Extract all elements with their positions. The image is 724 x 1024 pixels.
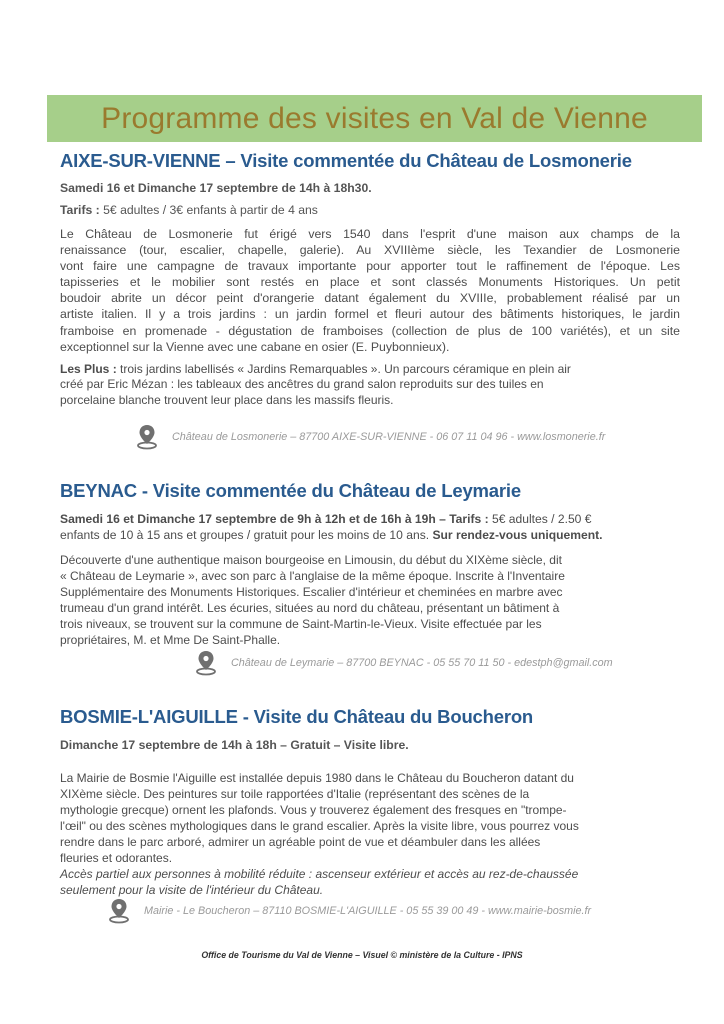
page-title: Programme des visites en Val de Vienne — [101, 101, 648, 135]
visit-dates: Samedi 16 et Dimanche 17 septembre de 14h à 18h30. — [60, 181, 372, 195]
description — [60, 226, 680, 355]
description — [60, 770, 680, 898]
tarifs-value: 5€ adultes / 2.50 € — [488, 512, 592, 526]
description-line: boudoir abrite un décor peint d'orangerie datant également du XVIIIe, probablement réalisé par un — [60, 291, 680, 306]
description-line: Supplémentaire des Monuments Historiques. Escalier d'intérieur et cheminées en marbre avec — [60, 585, 563, 599]
section-title: BOSMIE-L'AIGUILLE - Visite du Château du Boucheron — [60, 706, 534, 727]
contact-text: Château de Leymarie – 87700 BEYNAC - 05 55 70 11 50 - edestph@gmail.com — [231, 657, 613, 669]
section-beynac — [60, 480, 680, 648]
section-title: AIXE-SUR-VIENNE – Visite commentée du Château de Losmonerie — [60, 150, 632, 171]
visit-dates-tarifs — [60, 511, 680, 543]
tarifs-detail: enfants de 10 à 15 ans et groupes / gratuit pour les moins de 10 ans. — [60, 528, 433, 542]
location-pin-icon — [195, 650, 217, 676]
dates-bold: Samedi 16 et Dimanche 17 septembre de 9h à 12h et de 16h à 19h – Tarifs : — [60, 512, 489, 526]
contact-bosmie — [108, 898, 591, 924]
description-line: framboise en promenade - dégustation de framboises (collection de plus de 100 variétés), et un site — [60, 323, 680, 338]
visit-dates: Dimanche 17 septembre de 14h à 18h – Gratuit – Visite libre. — [60, 738, 409, 752]
location-pin-icon — [136, 424, 158, 450]
description-line: propriétaires, M. et Mme De Saint-Phalle. — [60, 633, 281, 647]
les-plus — [60, 362, 680, 409]
description-line: fleuries et odorantes. — [60, 851, 173, 865]
description-line: l'œil" ou des scènes mythologiques dans le grand escalier. Après la visite libre, vous pourrez vous — [60, 819, 579, 833]
plus-label: Les Plus : — [60, 361, 117, 376]
description-line: artiste italien. Il y a trois jardins : un jardin formel et fleuri autour des bâtiments historiques, le jardin — [60, 307, 680, 322]
description-line: mythologie grecque) ornent les plafonds. Vous y trouverez également des fresques en "trompe- — [60, 803, 567, 817]
section-title: BEYNAC - Visite commentée du Château de Leymarie — [60, 480, 521, 501]
section-aixe-sur-vienne — [60, 150, 680, 408]
contact-aixe — [136, 424, 605, 450]
contact-text: Mairie - Le Boucheron – 87110 BOSMIE-L'AIGUILLE - 05 55 39 00 49 - www.mairie-bosmie.fr — [144, 905, 592, 917]
description-line: trois niveaux, se trouvent sur la commune de Saint-Martin-le-Vieux. Visite effectuée par les — [60, 617, 542, 631]
description-line: trumeau d'un grand intérêt. Les écuries, situées au nord du château, présentant un bâtiment à — [60, 601, 560, 615]
tarifs-label: Tarifs : — [60, 203, 100, 217]
plus-line: porcelaine blanche trouvent leur place dans les massifs fleuris. — [60, 392, 394, 407]
description-line: Découverte d'une authentique maison bourgeoise en Limousin, du début du XIXème siècle, dit — [60, 553, 562, 567]
contact-beynac — [195, 650, 613, 676]
description-line: renaissance (tour, escalier, chapelle, galerie). Au XVIIIème siècle, les Texandier de Losmonerie — [60, 243, 680, 258]
contact-text: Château de Losmonerie – 87700 AIXE-SUR-VIENNE - 06 07 11 04 96 - www.losmonerie.fr — [172, 431, 606, 443]
description-line: exceptionnel sur la Vienne avec une cabane en osier (E. Puybonnieux). — [60, 339, 450, 354]
appointment-note: Sur rendez-vous uniquement. — [432, 528, 603, 542]
footer-credits: Office de Tourisme du Val de Vienne – Visuel © ministère de la Culture - IPNS — [201, 950, 523, 960]
description — [60, 552, 680, 648]
description-line: rendre dans le parc arboré, admirer un agréable point de vue et déambuler dans les allées — [60, 835, 541, 849]
accessibility-note-line: Accès partiel aux personnes à mobilité réduite : ascenseur extérieur et accès au rez-de-chaussée — [60, 867, 579, 881]
section-bosmie — [60, 706, 680, 898]
location-pin-icon — [108, 898, 130, 924]
plus-line: trois jardins labellisés « Jardins Remarquables ». Un parcours céramique en plein air — [116, 361, 571, 376]
description-line: tapisseries et le mobilier sont restés en place et sont classés Monuments Historiques. Un petit — [60, 275, 680, 290]
plus-line: créé par Eric Mézan : les tableaux des ancêtres du grand salon reproduits sur des tuiles en — [60, 377, 544, 392]
description-line: « Château de Leymarie », avec son parc à l'anglaise de la même époque. Inscrite à l'Inventaire — [60, 569, 565, 583]
tarifs-value: 5€ adultes / 3€ enfants à partir de 4 ans — [99, 203, 318, 217]
description-line: Le Château de Losmonerie fut érigé vers 1540 dans l'esprit d'une maison aux champs de la — [60, 227, 680, 241]
title-banner — [47, 95, 702, 142]
description-line: XIXème siècle. Des peintures sur toile rapportées d'Italie (représentant des scènes de la — [60, 787, 530, 801]
visit-tarifs — [60, 203, 680, 217]
description-line: vont faire une campagne de travaux importante pour apporter tout le raffinement de l'époque. Les — [60, 259, 680, 274]
accessibility-note-line: seulement pour la visite de l'intérieur du Château. — [60, 883, 324, 897]
description-line: La Mairie de Bosmie l'Aiguille est installée depuis 1980 dans le Château du Boucheron datant du — [60, 771, 574, 785]
